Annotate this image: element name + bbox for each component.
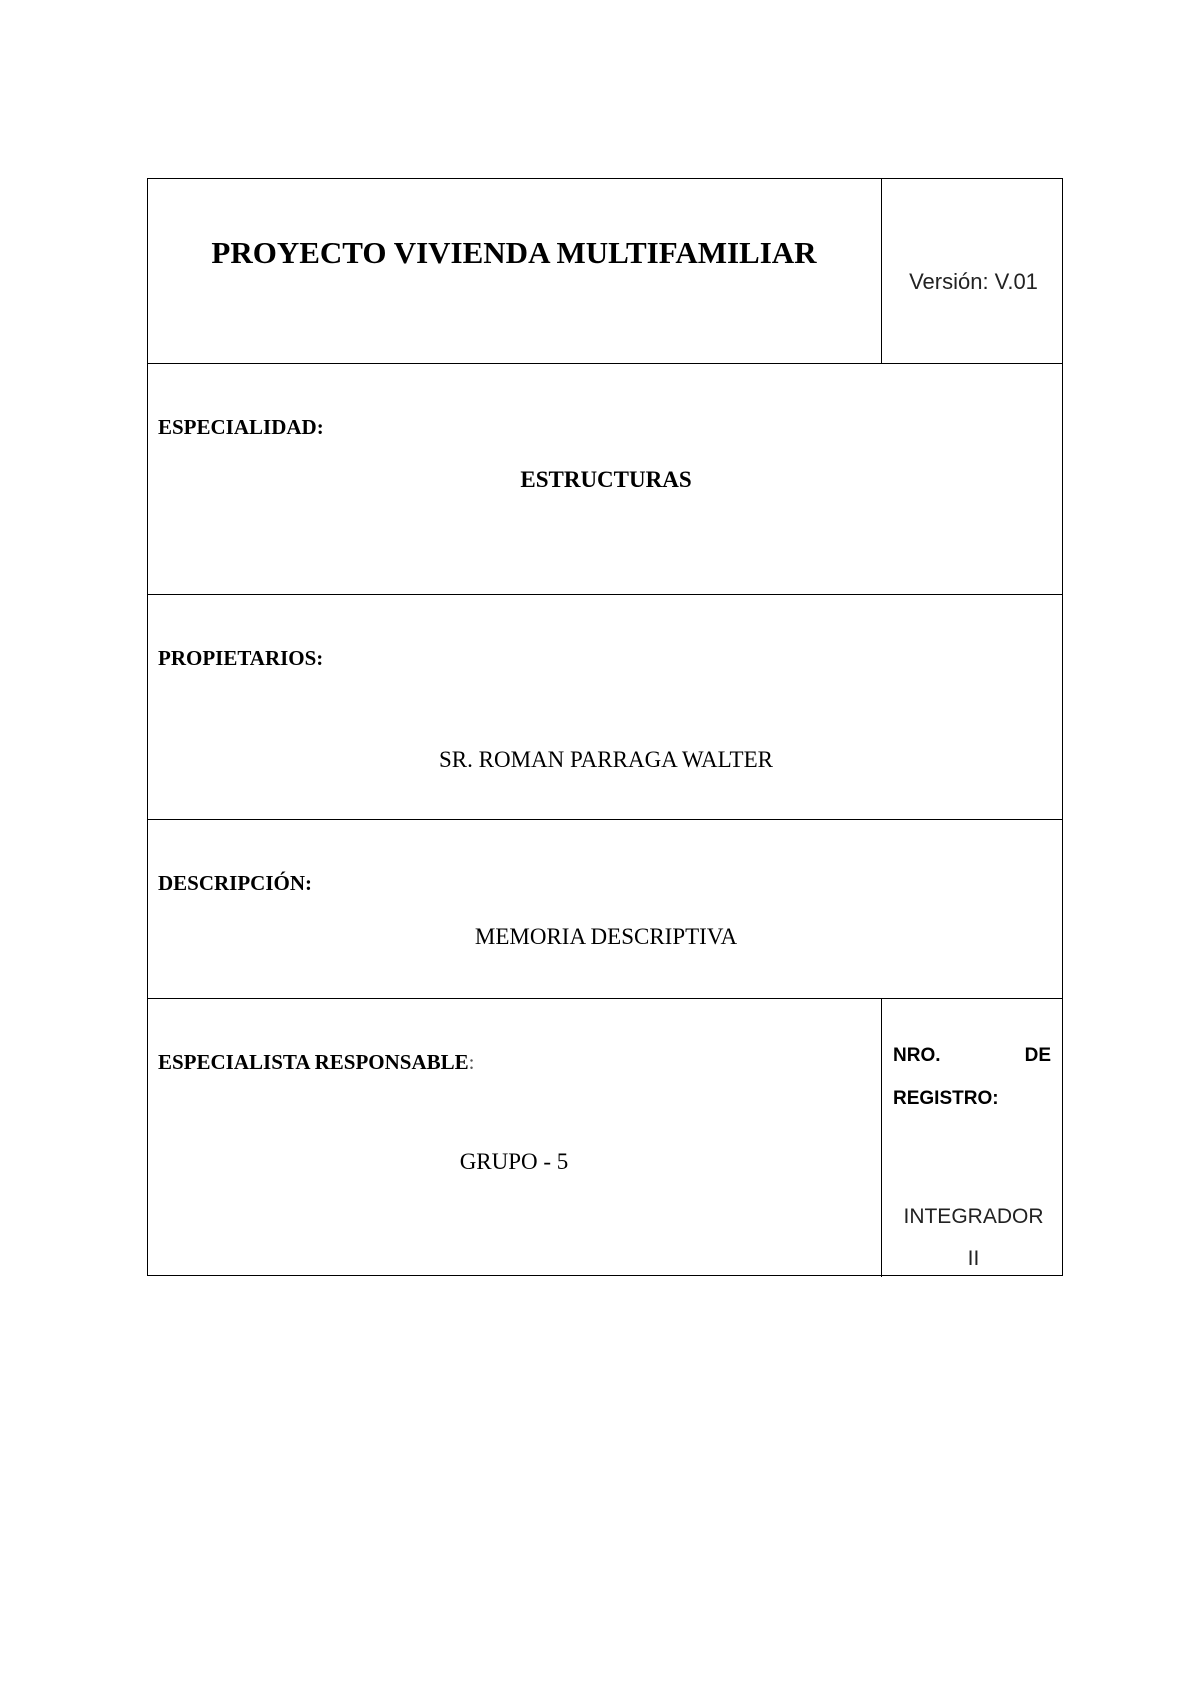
especialidad-value: ESTRUCTURAS [520,467,692,492]
row-divider-3 [148,819,1062,820]
especialista-label-colon: : [468,1050,475,1074]
registro-label-line1 [893,1045,1051,1071]
version-label: Versión: V.01 [909,269,1038,294]
column-divider-top [881,179,882,363]
especialista-label [158,1050,474,1075]
registro-value-line1: INTEGRADOR [903,1205,1044,1228]
registro-label-word-de: DE [1024,1045,1051,1066]
row-divider-1 [148,363,1062,364]
especialista-label-text: ESPECIALISTA RESPONSABLE [158,1050,469,1074]
column-divider-bottom [881,998,882,1277]
registro-label-word-nro: NRO. [893,1045,941,1066]
registro-value-line2: II [967,1247,980,1270]
row-divider-4 [148,998,1062,999]
document-cover-table [147,178,1063,1276]
especialidad-label: ESPECIALIDAD: [158,415,324,439]
registro-label-line2: REGISTRO: [893,1088,999,1109]
propietarios-value: SR. ROMAN PARRAGA WALTER [438,747,774,772]
descripcion-label: DESCRIPCIÓN: [158,871,313,895]
descripcion-value: MEMORIA DESCRIPTIVA [474,924,738,949]
propietarios-label: PROPIETARIOS: [158,646,324,670]
especialista-value: GRUPO - 5 [459,1149,569,1174]
row-divider-2 [148,594,1062,595]
project-title: PROYECTO VIVIENDA MULTIFAMILIAR [211,235,817,270]
